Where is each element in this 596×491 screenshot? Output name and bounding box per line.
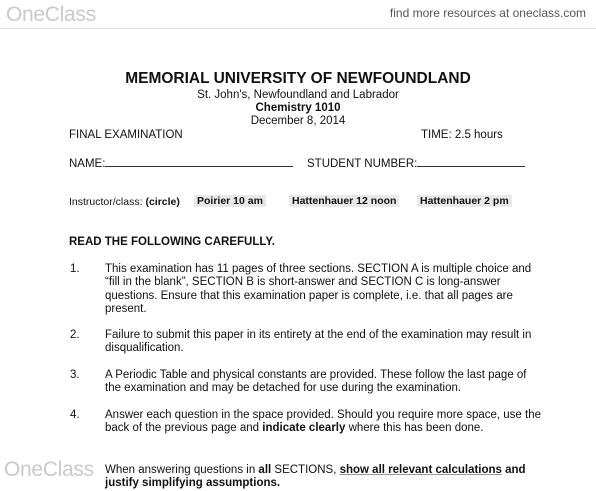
emphasis-text: show all relevant calculations bbox=[339, 464, 502, 476]
instructor-row bbox=[69, 196, 180, 208]
instruction-item: A Periodic Table and physical constants are provided. These follow the last page of the examination and may be detached for use during the examination. bbox=[105, 369, 527, 395]
instruction-item bbox=[105, 464, 543, 491]
oneclass-footer-logo: OneClass bbox=[4, 458, 98, 482]
instructor-option-hattenhauer-2pm[interactable]: Hattenhauer 2 pm bbox=[417, 195, 512, 207]
item-text: Answer each question in the space provided. Should you require more space, use the back of the previous page and bbox=[105, 409, 541, 435]
exam-date: December 8, 2014 bbox=[250, 115, 346, 127]
emphasis-text: all bbox=[258, 464, 272, 476]
circle-note: (circle) bbox=[145, 196, 180, 208]
oneclass-logo: OneClass bbox=[6, 3, 96, 26]
item-text: SECTIONS, bbox=[271, 464, 340, 476]
instructor-option-hattenhauer-noon[interactable]: Hattenhauer 12 noon bbox=[289, 195, 399, 207]
location-text: St. John's, Newfoundland and Labrador bbox=[197, 89, 399, 101]
instructions-heading: READ THE FOLLOWING CAREFULLY. bbox=[69, 236, 275, 248]
course-title: Chemistry 1010 bbox=[255, 102, 341, 114]
emphasis-text: and justify simplifying assumptions. bbox=[105, 464, 526, 490]
exam-time: TIME: 2.5 hours bbox=[421, 129, 503, 141]
instruction-item bbox=[105, 409, 543, 436]
item-number: 1. bbox=[70, 263, 80, 275]
student-number-label: STUDENT NUMBER: bbox=[307, 158, 418, 170]
item-number: 3. bbox=[70, 369, 80, 381]
name-label: NAME: bbox=[69, 158, 106, 170]
emphasis-text: indicate clearly bbox=[262, 422, 346, 435]
instruction-item: This examination has 11 pages of three sections. SECTION A is multiple choice and “fill in the blank”, SECTION B is short-answer and SECTION C is long-answer questions. Ensure that this examination paper is complete, i.e. that all pages are present. bbox=[105, 263, 532, 316]
item-number: 4. bbox=[70, 409, 80, 421]
instruction-item: Failure to submit this paper in its entirety at the end of the examination may result in disqualification. bbox=[105, 329, 532, 355]
instructor-option-poirier[interactable]: Poirier 10 am bbox=[194, 195, 266, 207]
name-field bbox=[69, 156, 293, 170]
item-text: When answering questions in bbox=[105, 464, 259, 476]
student-number-field bbox=[307, 156, 525, 170]
top-resources-note[interactable]: find more resources at oneclass.com bbox=[389, 6, 586, 20]
item-text: where this has been done. bbox=[345, 422, 484, 435]
exam-title: FINAL EXAMINATION bbox=[69, 129, 183, 141]
university-title: MEMORIAL UNIVERSITY OF NEWFOUNDLAND bbox=[125, 70, 471, 87]
header-divider bbox=[0, 28, 596, 29]
student-number-blank bbox=[417, 156, 525, 167]
instructor-label: Instructor/class: bbox=[69, 196, 146, 208]
name-blank bbox=[105, 156, 293, 167]
item-number: 2. bbox=[70, 329, 80, 341]
